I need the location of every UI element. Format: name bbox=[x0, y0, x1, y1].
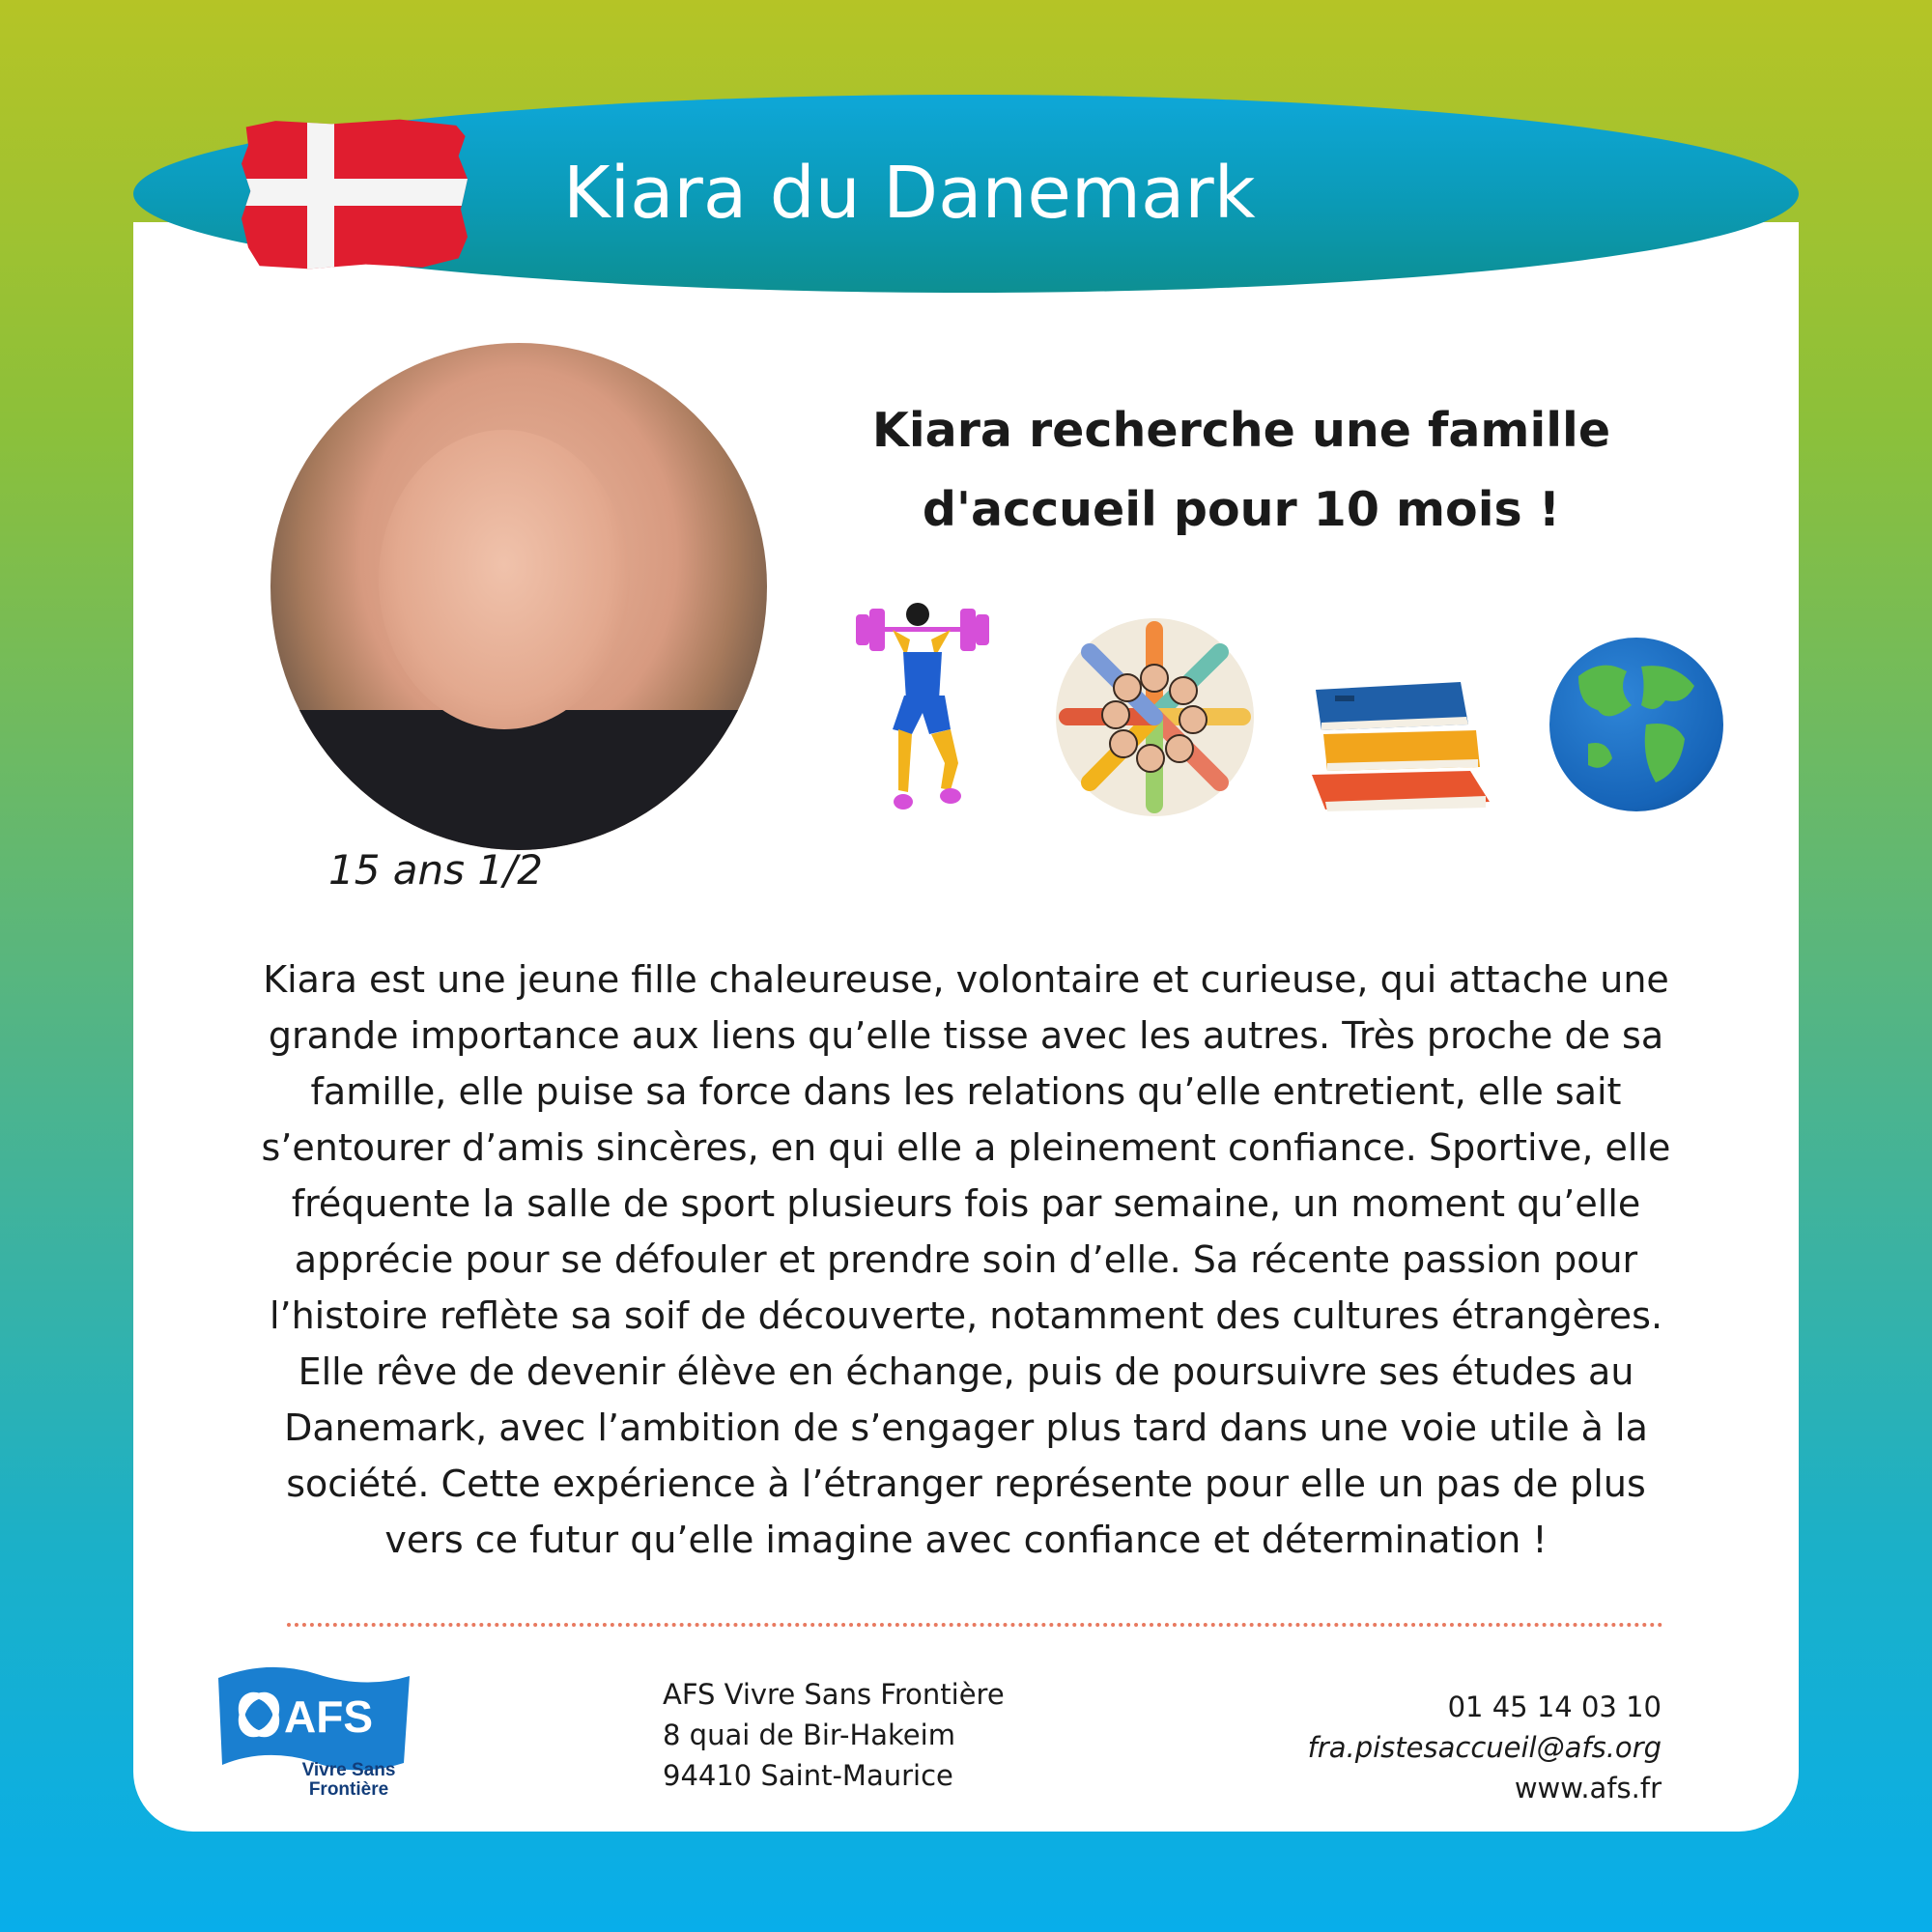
student-age: 15 ans 1/2 bbox=[328, 846, 543, 894]
email-link[interactable]: fra.pistesaccueil@afs.org bbox=[1307, 1731, 1662, 1764]
bio-line: Kiara est une jeune fille chaleureuse, volontaire et curieuse, qui attache une bbox=[263, 958, 1669, 1001]
globe-icon bbox=[1549, 638, 1723, 811]
denmark-flag-icon bbox=[242, 118, 468, 270]
bio-text bbox=[184, 952, 1748, 1568]
bio-line: apprécie pour se défouler et prendre soin d’elle. Sa récente passion pour bbox=[294, 1238, 1638, 1281]
bio-line: fréquente la salle de sport plusieurs fois par semaine, un moment qu’elle bbox=[291, 1182, 1641, 1225]
bio-line: famille, elle puise sa force dans les relations qu’elle entretient, elle sait bbox=[310, 1070, 1622, 1113]
organization-address bbox=[663, 1674, 1005, 1796]
address-line: AFS Vivre Sans Frontière bbox=[663, 1678, 1005, 1711]
footer-divider bbox=[287, 1623, 1663, 1627]
bio-line: Danemark, avec l’ambition de s’engager plus tard dans une voie utile à la bbox=[284, 1406, 1648, 1449]
bio-line: l’histoire reflète sa soif de découverte, notamment des cultures étrangères. bbox=[269, 1294, 1663, 1337]
weightlifting-icon bbox=[850, 599, 995, 821]
website-link[interactable]: www.afs.fr bbox=[1514, 1772, 1662, 1804]
bio-line: s’entourer d’amis sincères, en qui elle a pleinement confiance. Sportive, elle bbox=[261, 1126, 1671, 1169]
bio-line: grande importance aux liens qu’elle tisse avec les autres. Très proche de sa bbox=[268, 1014, 1664, 1057]
afs-logo-subtitle bbox=[291, 1761, 407, 1800]
student-photo bbox=[270, 343, 767, 850]
address-line: 8 quai de Bir-Hakeim bbox=[663, 1719, 955, 1751]
logo-subtitle-line: Frontière bbox=[308, 1779, 389, 1800]
page-title: Kiara du Danemark bbox=[563, 152, 1256, 235]
phone-number: 01 45 14 03 10 bbox=[1447, 1690, 1662, 1723]
contact-info bbox=[1308, 1687, 1662, 1808]
logo-subtitle-line: Vivre Sans bbox=[301, 1760, 396, 1780]
headline-line: Kiara recherche une famille bbox=[871, 403, 1611, 458]
bio-line: vers ce futur qu’elle imagine avec confiance et détermination ! bbox=[384, 1519, 1548, 1561]
bio-line: Elle rêve de devenir élève en échange, puis de poursuivre ses études au bbox=[298, 1350, 1634, 1393]
books-stack-icon bbox=[1306, 667, 1499, 821]
address-line: 94410 Saint-Maurice bbox=[663, 1759, 953, 1792]
friends-circle-icon bbox=[1056, 618, 1254, 816]
headline-line: d'accueil pour 10 mois ! bbox=[922, 482, 1561, 537]
afs-logo-wordmark: AFS bbox=[284, 1691, 373, 1742]
bio-line: société. Cette expérience à l’étranger représente pour elle un pas de plus bbox=[286, 1463, 1646, 1505]
headline bbox=[792, 391, 1690, 550]
